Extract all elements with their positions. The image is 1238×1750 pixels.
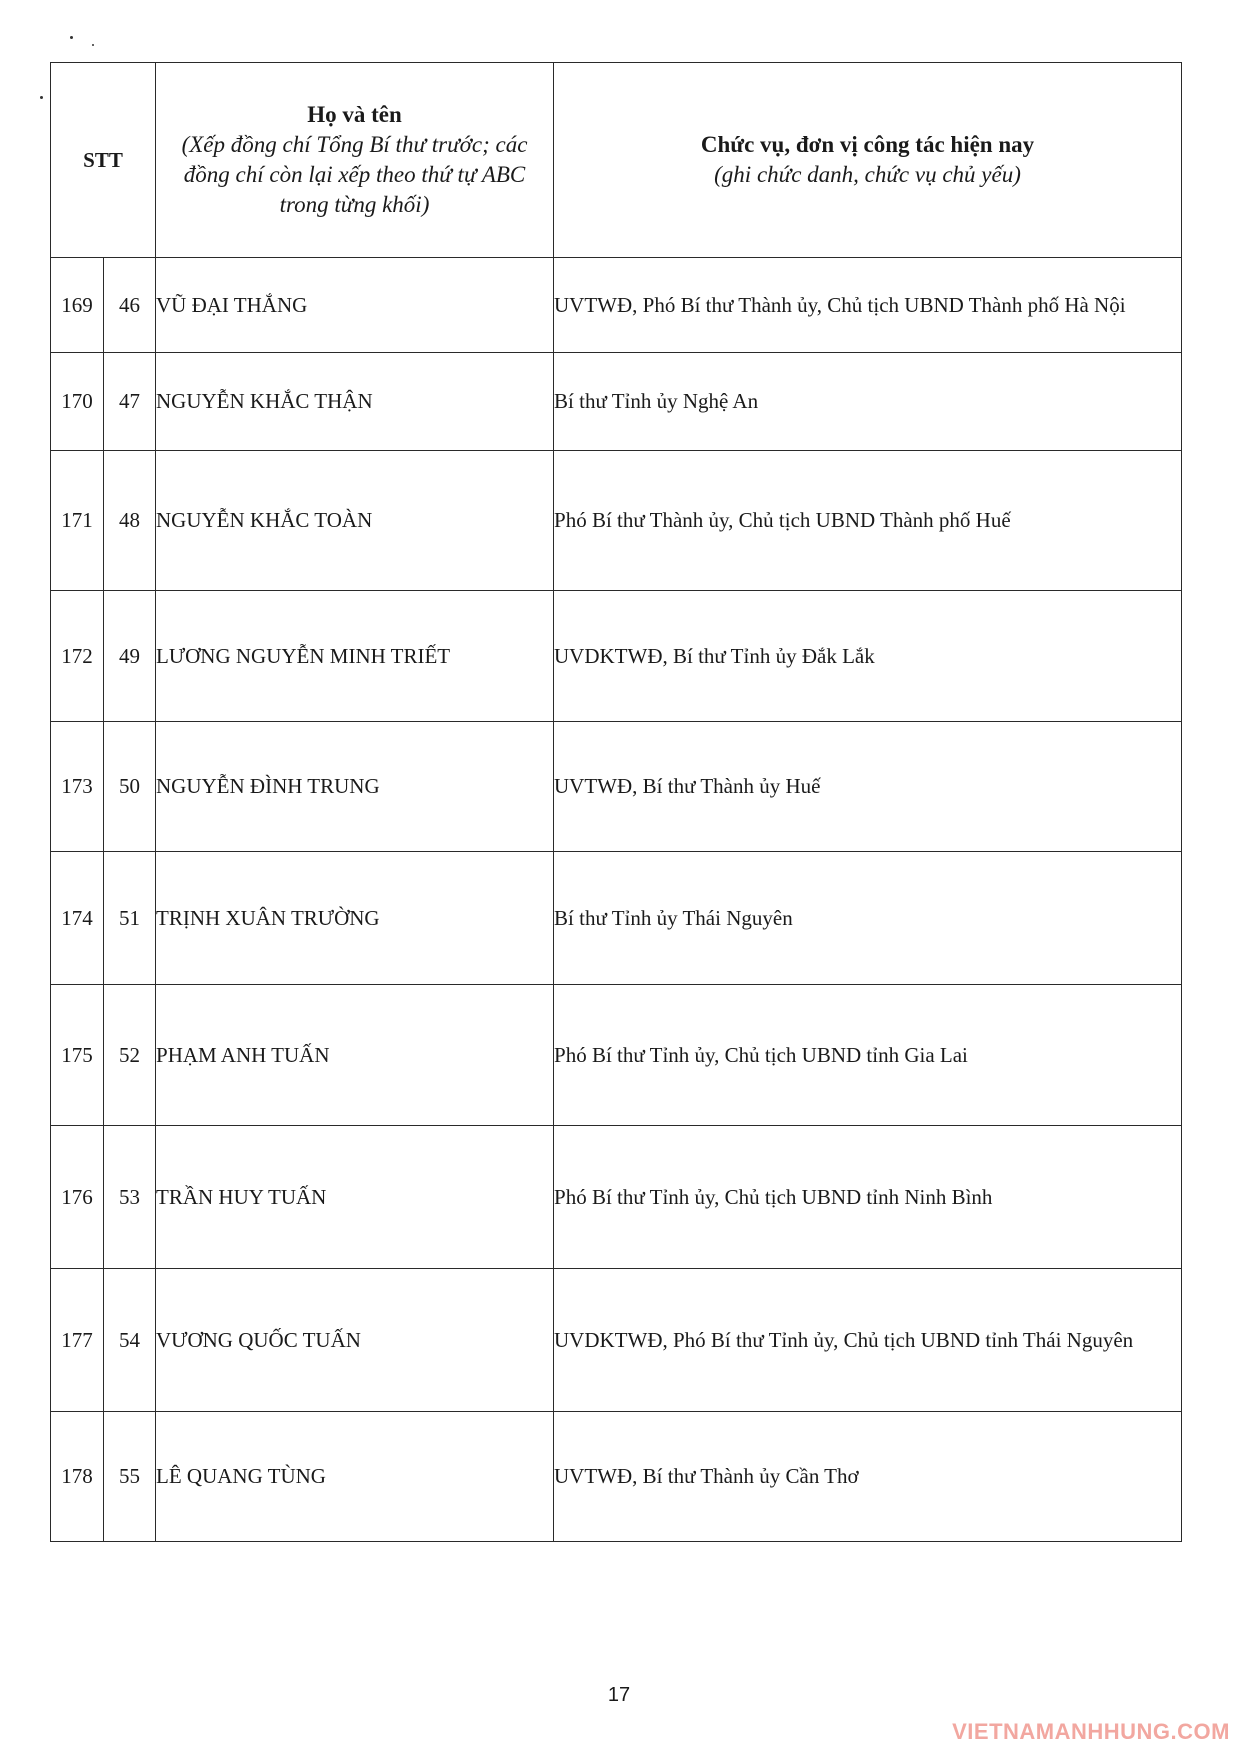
name-cell: VƯƠNG QUỐC TUẤN <box>156 1269 554 1412</box>
role-header-subtitle: (ghi chức danh, chức vụ chủ yếu) <box>714 162 1021 187</box>
role-header <box>554 63 1182 258</box>
table-row <box>51 258 1182 353</box>
table-body <box>51 258 1182 1542</box>
name-header-subtitle: (Xếp đồng chí Tổng Bí thư trước; các đồng chí còn lại xếp theo thứ tự ABC trong từng khối) <box>181 132 528 217</box>
stt-cell: 177 <box>51 1269 104 1412</box>
stt-cell: 172 <box>51 591 104 722</box>
sub-stt-cell: 47 <box>104 353 156 451</box>
table-row <box>51 1269 1182 1412</box>
role-cell: UVTWĐ, Bí thư Thành ủy Huế <box>554 722 1182 852</box>
name-cell: LÊ QUANG TÙNG <box>156 1412 554 1542</box>
sub-stt-cell: 54 <box>104 1269 156 1412</box>
stt-cell: 174 <box>51 852 104 985</box>
role-cell: Bí thư Tỉnh ủy Nghệ An <box>554 353 1182 451</box>
sub-stt-cell: 49 <box>104 591 156 722</box>
table-row <box>51 1412 1182 1542</box>
roster-table <box>50 62 1182 1542</box>
header-row <box>51 63 1182 258</box>
sub-stt-cell: 53 <box>104 1126 156 1269</box>
role-cell: Bí thư Tỉnh ủy Thái Nguyên <box>554 852 1182 985</box>
table-row <box>51 353 1182 451</box>
stt-header: STT <box>51 63 156 258</box>
watermark-logo: VIETNAMANHHUNG.COM <box>952 1719 1230 1744</box>
role-cell: UVDKTWĐ, Bí thư Tỉnh ủy Đắk Lắk <box>554 591 1182 722</box>
role-cell: UVDKTWĐ, Phó Bí thư Tỉnh ủy, Chủ tịch UBND tỉnh Thái Nguyên <box>554 1269 1182 1412</box>
stt-cell: 171 <box>51 451 104 591</box>
sub-stt-cell: 51 <box>104 852 156 985</box>
role-cell: Phó Bí thư Tỉnh ủy, Chủ tịch UBND tỉnh Ninh Bình <box>554 1126 1182 1269</box>
table-header <box>51 63 1182 258</box>
table-row <box>51 722 1182 852</box>
name-cell: NGUYỄN KHẮC THẬN <box>156 353 554 451</box>
sub-stt-cell: 52 <box>104 985 156 1126</box>
name-cell: NGUYỄN ĐÌNH TRUNG <box>156 722 554 852</box>
sub-stt-cell: 48 <box>104 451 156 591</box>
role-cell: Phó Bí thư Thành ủy, Chủ tịch UBND Thành phố Huế <box>554 451 1182 591</box>
table-row <box>51 852 1182 985</box>
stt-cell: 170 <box>51 353 104 451</box>
role-cell: Phó Bí thư Tỉnh ủy, Chủ tịch UBND tỉnh Gia Lai <box>554 985 1182 1126</box>
name-cell: TRỊNH XUÂN TRƯỜNG <box>156 852 554 985</box>
sub-stt-cell: 46 <box>104 258 156 353</box>
name-header <box>156 63 554 258</box>
role-cell: UVTWĐ, Phó Bí thư Thành ủy, Chủ tịch UBND Thành phố Hà Nội <box>554 258 1182 353</box>
stt-cell: 169 <box>51 258 104 353</box>
name-cell: LƯƠNG NGUYỄN MINH TRIẾT <box>156 591 554 722</box>
stt-cell: 178 <box>51 1412 104 1542</box>
stt-cell: 176 <box>51 1126 104 1269</box>
page-number: 17 <box>607 1684 631 1706</box>
role-header-title: Chức vụ, đơn vị công tác hiện nay <box>700 132 1035 157</box>
scan-speck <box>40 96 43 99</box>
name-cell: VŨ ĐẠI THẮNG <box>156 258 554 353</box>
scan-speck <box>70 36 73 39</box>
sub-stt-cell: 55 <box>104 1412 156 1542</box>
table-row <box>51 1126 1182 1269</box>
name-cell: TRẦN HUY TUẤN <box>156 1126 554 1269</box>
role-cell: UVTWĐ, Bí thư Thành ủy Cần Thơ <box>554 1412 1182 1542</box>
name-header-title: Họ và tên <box>307 102 402 127</box>
stt-cell: 173 <box>51 722 104 852</box>
table-row <box>51 451 1182 591</box>
name-cell: NGUYỄN KHẮC TOÀN <box>156 451 554 591</box>
sub-stt-cell: 50 <box>104 722 156 852</box>
name-cell: PHẠM ANH TUẤN <box>156 985 554 1126</box>
scan-speck <box>92 44 94 46</box>
table-row <box>51 591 1182 722</box>
stt-cell: 175 <box>51 985 104 1126</box>
table-row <box>51 985 1182 1126</box>
